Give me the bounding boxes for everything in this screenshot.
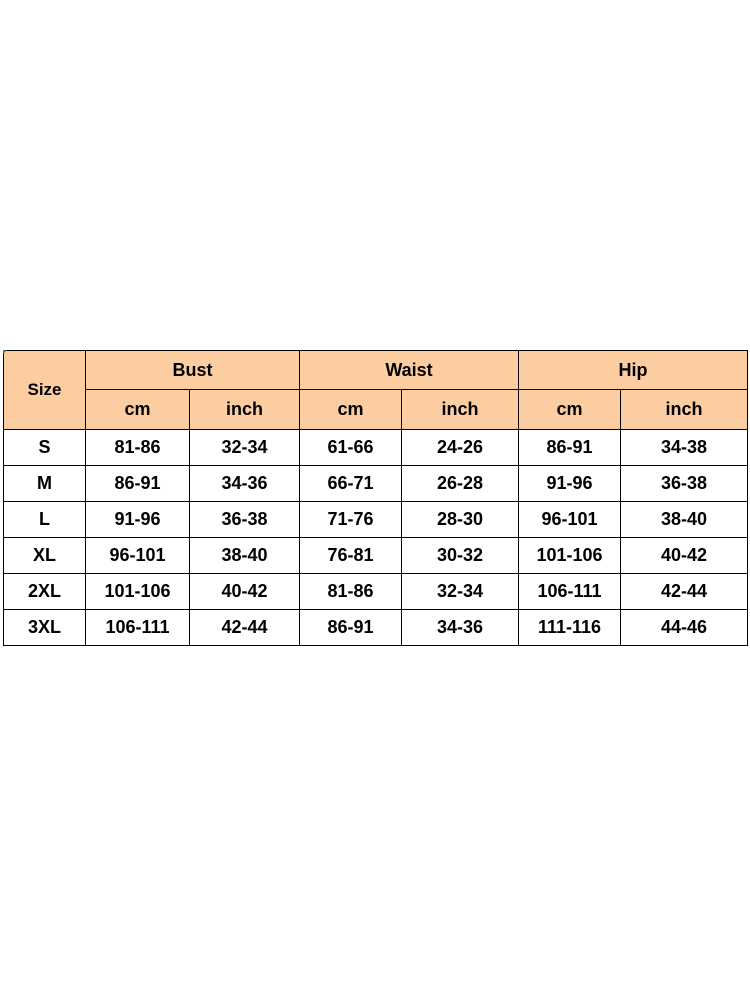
bust-inch-cell: 40-42 (190, 574, 300, 610)
hip-cm-cell: 101-106 (519, 538, 621, 574)
table-row (4, 574, 748, 610)
size-chart-table (3, 350, 748, 646)
waist-inch-cell: 30-32 (402, 538, 519, 574)
bust-cm-cell: 86-91 (86, 466, 190, 502)
hip-inch-cell: 34-38 (621, 430, 748, 466)
bust-inch-cell: 34-36 (190, 466, 300, 502)
bust-cm-cell: 81-86 (86, 430, 190, 466)
hip-inch-cell: 40-42 (621, 538, 748, 574)
hip-cm-header: cm (519, 390, 621, 430)
bust-cm-header: cm (86, 390, 190, 430)
size-cell: 3XL (4, 610, 86, 646)
hip-group-header: Hip (519, 351, 748, 390)
waist-cm-cell: 81-86 (300, 574, 402, 610)
hip-inch-cell: 36-38 (621, 466, 748, 502)
size-cell: M (4, 466, 86, 502)
bust-inch-cell: 32-34 (190, 430, 300, 466)
table-row (4, 466, 748, 502)
corner-mark (3, 350, 7, 354)
bust-group-header: Bust (86, 351, 300, 390)
waist-inch-header: inch (402, 390, 519, 430)
waist-cm-cell: 86-91 (300, 610, 402, 646)
bust-inch-cell: 38-40 (190, 538, 300, 574)
hip-inch-cell: 42-44 (621, 574, 748, 610)
table-row (4, 610, 748, 646)
size-cell: XL (4, 538, 86, 574)
hip-inch-header: inch (621, 390, 748, 430)
hip-cm-cell: 91-96 (519, 466, 621, 502)
hip-cm-cell: 111-116 (519, 610, 621, 646)
bust-cm-cell: 106-111 (86, 610, 190, 646)
header-row-groups (4, 351, 748, 390)
hip-inch-cell: 38-40 (621, 502, 748, 538)
hip-cm-cell: 106-111 (519, 574, 621, 610)
size-cell: S (4, 430, 86, 466)
waist-inch-cell: 32-34 (402, 574, 519, 610)
waist-cm-cell: 66-71 (300, 466, 402, 502)
bust-cm-cell: 96-101 (86, 538, 190, 574)
waist-cm-header: cm (300, 390, 402, 430)
hip-cm-cell: 86-91 (519, 430, 621, 466)
table-body (4, 430, 748, 646)
bust-inch-header: inch (190, 390, 300, 430)
table-header (4, 351, 748, 430)
size-column-header: Size (4, 351, 86, 430)
waist-inch-cell: 24-26 (402, 430, 519, 466)
waist-cm-cell: 61-66 (300, 430, 402, 466)
hip-inch-cell: 44-46 (621, 610, 748, 646)
bust-cm-cell: 91-96 (86, 502, 190, 538)
hip-cm-cell: 96-101 (519, 502, 621, 538)
waist-inch-cell: 34-36 (402, 610, 519, 646)
waist-group-header: Waist (300, 351, 519, 390)
bust-cm-cell: 101-106 (86, 574, 190, 610)
bust-inch-cell: 36-38 (190, 502, 300, 538)
waist-inch-cell: 28-30 (402, 502, 519, 538)
size-cell: 2XL (4, 574, 86, 610)
header-row-units (4, 390, 748, 430)
table-row (4, 502, 748, 538)
size-cell: L (4, 502, 86, 538)
waist-inch-cell: 26-28 (402, 466, 519, 502)
waist-cm-cell: 71-76 (300, 502, 402, 538)
waist-cm-cell: 76-81 (300, 538, 402, 574)
table-row (4, 430, 748, 466)
bust-inch-cell: 42-44 (190, 610, 300, 646)
table-row (4, 538, 748, 574)
